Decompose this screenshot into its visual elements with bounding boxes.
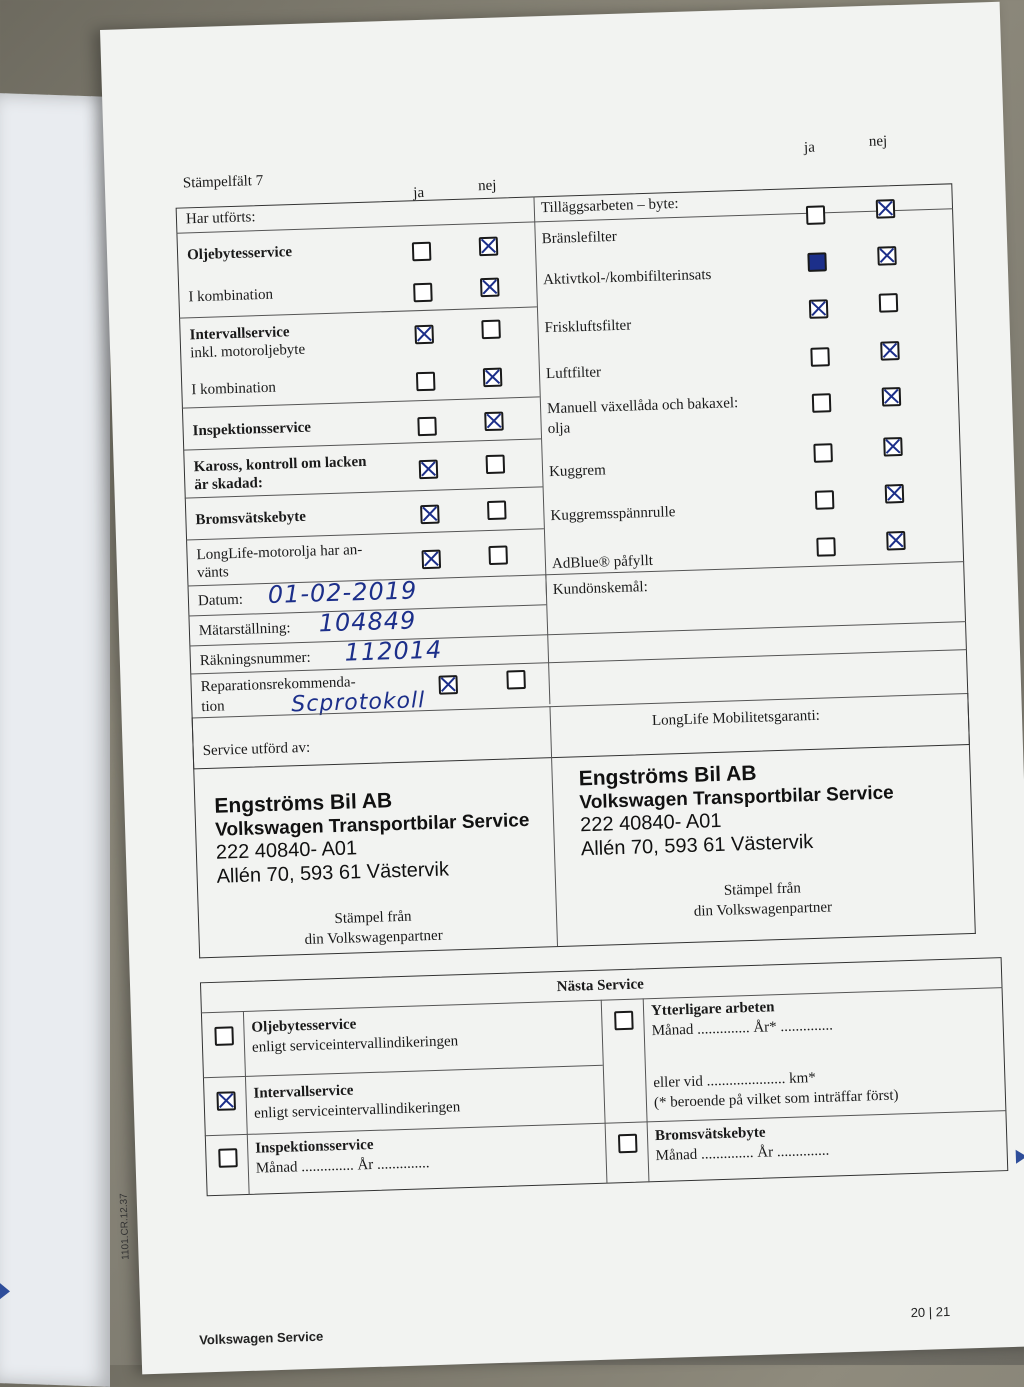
checkbox-branslefilter-ja[interactable] — [806, 205, 826, 225]
next-eller-vid: eller vid ..................... km* — [653, 1070, 817, 1092]
checkbox-oljebyte-nej[interactable] — [479, 237, 499, 257]
checkbox-kombination1-nej[interactable] — [480, 278, 500, 298]
row-bromsvatska: Bromsvätskebyte — [195, 508, 307, 529]
checkbox-inspektion-ja[interactable] — [417, 417, 437, 437]
row-inspektion: Inspektionsservice — [192, 419, 312, 440]
row-kuggrem: Kuggrem — [548, 462, 606, 481]
reparation-value[interactable]: Scprotokoll — [290, 688, 426, 718]
stamp-caption-right-2: din Volkswagenpartner — [693, 899, 833, 920]
next-intervall-1: Intervallservice — [253, 1082, 354, 1102]
row-kaross-2: är skadad: — [194, 475, 264, 494]
checkbox-vaxellada-nej[interactable] — [882, 387, 902, 407]
checkbox-kombination2-ja[interactable] — [416, 372, 436, 392]
right-col-ja: ja — [803, 139, 816, 156]
checkbox-kaross-ja[interactable] — [419, 460, 439, 480]
stamp-name: Engströms Bil AB — [214, 789, 393, 818]
datum-value[interactable]: 01-02-2019 — [267, 576, 418, 610]
row-adblue: AdBlue® påfyllt — [551, 552, 654, 573]
checkbox-kuggrem-ja[interactable] — [813, 443, 833, 463]
stamp-caption-left-1: Stämpel från — [334, 908, 412, 928]
row-intervall-1: Intervallservice — [189, 324, 290, 344]
section-title: Stämpelfält 7 — [182, 172, 264, 192]
row-luftfilter: Luftfilter — [545, 364, 602, 383]
matarstallning-label: Mätarställning: — [198, 620, 291, 640]
checkbox-next-oljebyte[interactable] — [214, 1026, 234, 1046]
next-oljebyte-1: Oljebytesservice — [251, 1016, 357, 1036]
checkbox-next-bromsvatska[interactable] — [618, 1134, 638, 1154]
side-code: 1101.CR.12.37 — [118, 1193, 132, 1260]
checkbox-intervall-ja[interactable] — [414, 325, 434, 345]
stamp-right — [578, 757, 895, 861]
next-bromsvatska-1: Bromsvätskebyte — [654, 1124, 766, 1145]
service-by-label: Service utförd av: — [202, 739, 311, 760]
checkbox-next-inspektion[interactable] — [218, 1148, 238, 1168]
row-vaxellada-2: olja — [547, 420, 571, 438]
service-page — [100, 2, 1024, 1375]
rakningsnummer-value[interactable]: 112014 — [344, 635, 443, 667]
stamp-service: Volkswagen Transportbilar Service — [214, 809, 530, 841]
checkbox-kuggremsspannrulle-ja[interactable] — [815, 490, 835, 510]
row-longlife-1: LongLife-motorolja har an- — [196, 542, 363, 564]
matarstallning-value[interactable]: 104849 — [318, 606, 417, 638]
stamp-name: Engströms Bil AB — [578, 761, 757, 791]
kundonskemal-label: Kundönskemål: — [552, 579, 649, 599]
next-service-title: Nästa Service — [556, 976, 645, 996]
checkbox-next-intervall[interactable] — [216, 1091, 236, 1111]
row-kombination-2: I kombination — [191, 379, 277, 399]
checkbox-branslefilter-nej[interactable] — [876, 199, 896, 219]
next-inspektion-2: Månad .............. År .............. — [255, 1155, 430, 1177]
checkbox-longlife-nej[interactable] — [488, 545, 508, 565]
row-aktivtkol: Aktivtkol-/kombifilterinsats — [542, 266, 712, 289]
next-oljebyte-2: enligt serviceintervallindikeringen — [251, 1033, 459, 1056]
datum-label: Datum: — [197, 591, 244, 610]
right-header: Tilläggsarbeten – byte: — [540, 195, 679, 217]
stamp-address: Allén 70, 593 61 Västervik — [580, 830, 814, 861]
next-ytterligare-2: Månad .............. År* .............. — [651, 1017, 834, 1040]
left-col-ja: ja — [413, 184, 425, 202]
checkbox-bromsvatska-ja[interactable] — [420, 505, 440, 525]
checkbox-next-ytterligare[interactable] — [614, 1011, 634, 1031]
stamp-code: 222 40840- A01 — [579, 810, 722, 837]
next-beroende: (* beroende på vilket som inträffar först) — [653, 1087, 899, 1112]
checkbox-reparation-nej[interactable] — [506, 670, 526, 690]
next-page-arrow-icon — [1016, 1149, 1024, 1163]
checkbox-kuggrem-nej[interactable] — [883, 437, 903, 457]
left-page-edge — [0, 93, 110, 1387]
reparation-label-1: Reparationsrekommenda- — [200, 674, 356, 696]
left-header: Har utförts: — [185, 209, 256, 228]
stamp-left — [214, 785, 531, 889]
checkbox-bromsvatska-nej[interactable] — [487, 500, 507, 520]
checkbox-kombination2-nej[interactable] — [483, 368, 503, 388]
checkbox-kombination1-ja[interactable] — [413, 283, 433, 303]
stamp-caption-left-2: din Volkswagenpartner — [304, 927, 443, 949]
row-vaxellada-1: Manuell växellåda och bakaxel: — [546, 395, 739, 418]
footer-brand: Volkswagen Service — [198, 1328, 324, 1348]
row-oljebyte: Oljebytesservice — [186, 244, 293, 264]
next-inspektion-1: Inspektionsservice — [254, 1136, 374, 1157]
checkbox-oljebyte-ja[interactable] — [412, 242, 432, 262]
row-longlife-2: vänts — [196, 564, 230, 582]
checkbox-kuggremsspannrulle-nej[interactable] — [885, 484, 905, 504]
page-numbers: 20 | 21 — [910, 1303, 951, 1321]
checkbox-intervall-nej[interactable] — [481, 320, 501, 340]
row-kombination-1: I kombination — [188, 286, 274, 306]
stamp-address: Allén 70, 593 61 Västervik — [216, 858, 450, 888]
page-marker-icon — [0, 1283, 10, 1299]
stamp-service: Volkswagen Transportbilar Service — [579, 782, 895, 814]
longlife-label: LongLife Mobilitetsgaranti: — [651, 707, 821, 729]
row-friskluft: Friskluftsfilter — [544, 317, 632, 337]
checkbox-friskluft-ja[interactable] — [809, 299, 829, 319]
reparation-label-2: tion — [201, 698, 225, 716]
checkbox-luftfilter-nej[interactable] — [880, 341, 900, 361]
left-col-nej: nej — [477, 177, 497, 195]
checkbox-luftfilter-ja[interactable] — [810, 347, 830, 367]
stamp-code: 222 40840- A01 — [215, 837, 358, 864]
checkbox-vaxellada-ja[interactable] — [812, 393, 832, 413]
checkbox-friskluft-nej[interactable] — [879, 293, 899, 313]
checkbox-adblue-nej[interactable] — [886, 531, 906, 551]
right-col-nej: nej — [868, 133, 888, 150]
next-intervall-2: enligt serviceintervallindikeringen — [253, 1099, 461, 1122]
checkbox-aktivtkol-nej[interactable] — [877, 246, 897, 266]
row-kaross-1: Kaross, kontroll om lacken — [193, 453, 367, 476]
checkbox-longlife-ja[interactable] — [421, 550, 441, 570]
next-bromsvatska-2: Månad .............. År .............. — [655, 1142, 830, 1165]
checkbox-reparation-ja[interactable] — [438, 675, 458, 695]
checkbox-adblue-ja[interactable] — [816, 537, 836, 557]
checkbox-inspektion-nej[interactable] — [484, 412, 504, 432]
rakningsnummer-label: Räkningsnummer: — [199, 649, 311, 670]
row-intervall-2: inkl. motoroljebyte — [189, 341, 306, 362]
row-kuggremsspannrulle: Kuggremsspännrulle — [550, 504, 676, 525]
stamp-caption-right-1: Stämpel från — [723, 880, 802, 899]
checkbox-kaross-nej[interactable] — [486, 455, 506, 475]
checkbox-aktivtkol-ja[interactable] — [807, 252, 827, 272]
next-ytterligare-1: Ytterligare arbeten — [650, 999, 775, 1020]
row-branslefilter: Bränslefilter — [541, 228, 617, 248]
